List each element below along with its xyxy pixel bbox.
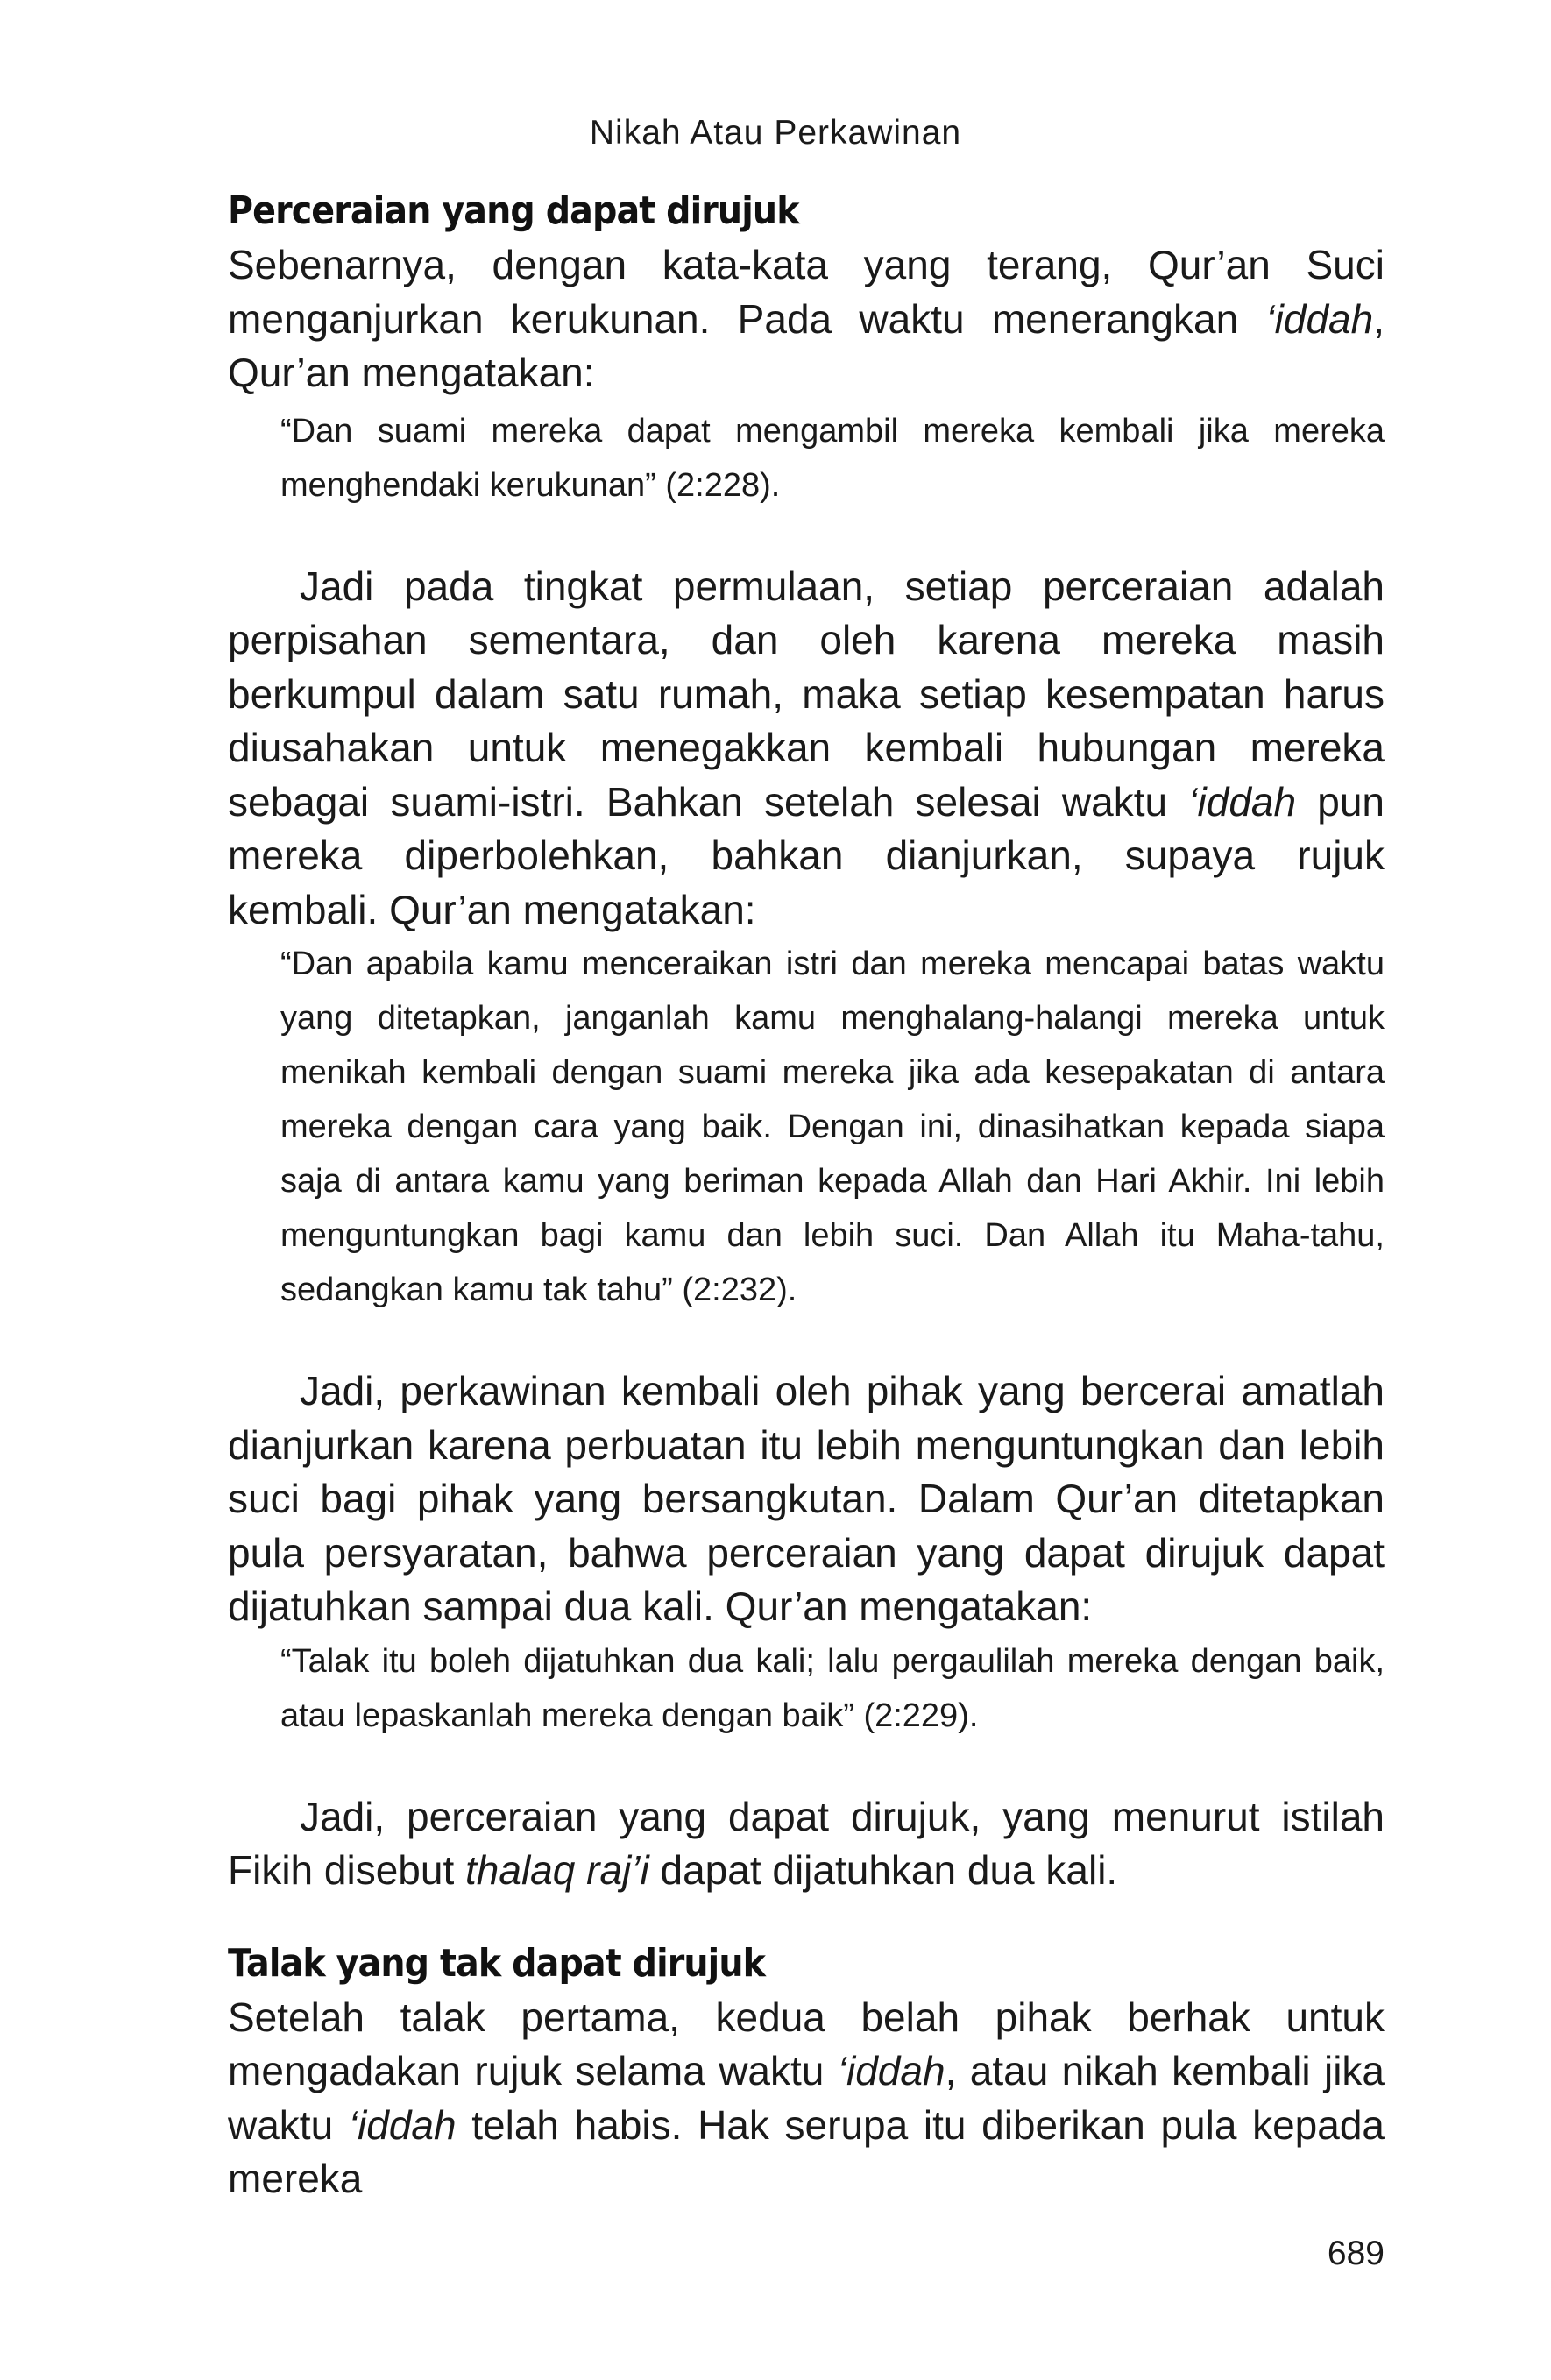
text-run: pun mereka diperbolehkan, bahkan dianjurkan, supaya rujuk kembali. Qur’an mengatakan: <box>228 778 1385 932</box>
quote-2-228: “Dan suami mereka dapat mengambil mereka kembali jika mereka menghendaki kerukunan” (2:228). <box>280 412 1385 504</box>
text-run: Jadi, perceraian yang dapat dirujuk, yang menurut istilah Fikih disebut <box>228 1793 1385 1893</box>
italic-term: ‘iddah <box>1188 778 1297 825</box>
running-header: Nikah Atau Perkawinan <box>589 114 962 152</box>
text-run: telah habis. Hak serupa itu diberikan pula kepada mereka <box>228 2101 1385 2201</box>
text-run: , Qur’an mengatakan: <box>228 295 1385 395</box>
italic-term: ‘iddah <box>837 2048 945 2093</box>
paragraph-3: Jadi, perkawinan kembali oleh pihak yang bercerai amatlah dianjurkan karena perbuatan itu lebih menguntungkan dan lebih suci bagi pihak yang bersangkutan. Dalam Qur’an ditetapkan pula persyaratan, bahwa perceraian yang dapat dirujuk dapat dijatuhkan sampai dua kali. Qur’an mengatakan: <box>228 1368 1385 1629</box>
paragraph-5 <box>228 1991 1385 2206</box>
text-run: , atau nikah kembali jika waktu <box>228 2048 1385 2148</box>
page-number: 689 <box>1327 2235 1385 2272</box>
italic-term: ‘iddah <box>1265 295 1374 342</box>
italic-term: thalaq raj’i <box>465 1847 649 1893</box>
text-run: Jadi pada tingkat permulaan, setiap perceraian adalah perpisahan sementara, dan oleh karena mereka masih berkumpul dalam satu rumah, maka setiap kesempatan harus diusahakan untuk menegakkan kembali hubungan mereka sebagai suami-istri. Bahkan setelah selesai waktu <box>228 563 1385 825</box>
paragraph-1 <box>228 238 1385 400</box>
italic-term: ‘iddah <box>348 2101 457 2148</box>
section-heading-revocable-divorce: Perceraian yang dapat dirujuk <box>228 188 799 233</box>
text-run: Setelah talak pertama, kedua belah pihak berhak untuk mengadakan rujuk selama waktu <box>228 1994 1385 2093</box>
section-heading-irrevocable-divorce: Talak yang tak dapat dirujuk <box>228 1940 766 1986</box>
paragraph-4 <box>228 1790 1385 1898</box>
quote-2-229: “Talak itu boleh dijatuhkan dua kali; lalu pergaulilah mereka dengan baik, atau lepaskanlah mereka dengan baik” (2:229). <box>280 1642 1385 1734</box>
paragraph-2 <box>228 560 1385 938</box>
quote-2-232: “Dan apabila kamu menceraikan istri dan mereka mencapai batas waktu yang ditetapkan, janganlah kamu menghalang-halangi mereka untuk menikah kembali dengan suami mereka jika ada kesepakatan di antara mereka dengan cara yang baik. Dengan ini, dinasihatkan kepada siapa saja di antara kamu yang beriman kepada Allah dan Hari Akhir. Ini lebih menguntungkan bagi kamu dan lebih suci. Dan Allah itu Maha-tahu, sedangkan kamu tak tahu” (2:232). <box>280 946 1385 1308</box>
page-content <box>228 184 1385 2206</box>
text-run: Sebenarnya, dengan kata-kata yang terang, Qur’an Suci menganjurkan kerukunan. Pada waktu menerangkan <box>228 242 1385 342</box>
text-run: dapat dijatuhkan dua kali. <box>648 1847 1118 1893</box>
